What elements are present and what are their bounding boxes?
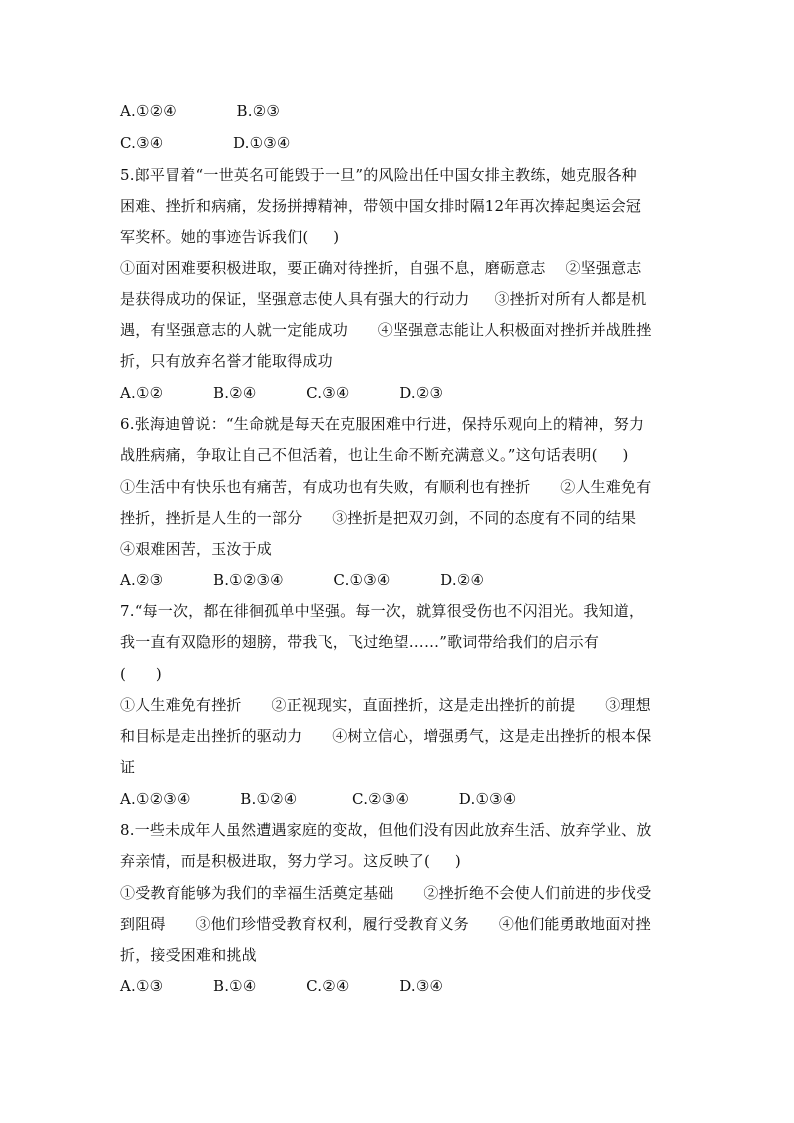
text-line: 折，只有放弃名誉才能取得成功 bbox=[120, 352, 333, 370]
text-line: A.①②④ B.②③ bbox=[120, 102, 281, 120]
text-line: ①受教育能够为我们的幸福生活奠定基础 ②挫折绝不会使人们前进的步伐受 bbox=[120, 884, 652, 902]
text-line: 困难、挫折和病痛，发扬拼搏精神，带领中国女排时隔12年再次捧起奥运会冠 bbox=[120, 197, 642, 215]
text-line: A.①③ B.①④ C.②④ D.③④ bbox=[120, 977, 444, 995]
text-line: 军奖杯。她的事迹告诉我们( ) bbox=[120, 228, 340, 246]
text-line: 折，接受困难和挑战 bbox=[120, 946, 257, 964]
text-line: ④艰难困苦，玉汝于成 bbox=[120, 540, 273, 558]
text-line: 我一直有双隐形的翅膀，带我飞，飞过绝望……”歌词带给我们的启示有 bbox=[120, 633, 600, 651]
text-line: ①人生难免有挫折 ②正视现实，直面挫折，这是走出挫折的前提 ③理想 bbox=[120, 696, 651, 714]
text-line: 战胜病痛，争取让自己不但活着，也让生命不断充满意义。”这句话表明( ) bbox=[120, 446, 629, 464]
text-line: 是获得成功的保证，坚强意志使人具有强大的行动力 ③挫折对所有人都是机 bbox=[120, 290, 647, 308]
text-line: ①生活中有快乐也有痛苦，有成功也有失败，有顺利也有挫折 ②人生难免有 bbox=[120, 478, 652, 496]
text-line: A.②③ B.①②③④ C.①③④ D.②④ bbox=[120, 571, 485, 589]
text-line: 5.郎平冒着“一世英名可能毁于一旦”的风险出任中国女排主教练，她克服各种 bbox=[120, 166, 637, 184]
text-line: ①面对困难要积极进取，要正确对待挫折，自强不息，磨砺意志 ②坚强意志 bbox=[120, 259, 642, 277]
text-line: A.①② B.②④ C.③④ D.②③ bbox=[120, 384, 444, 402]
text-line: 8.一些未成年人虽然遭遇家庭的变故，但他们没有因此放弃生活、放弃学业、放 bbox=[120, 821, 652, 839]
text-line: 到阻碍 ③他们珍惜受教育权利，履行受教育义务 ④他们能勇敢地面对挫 bbox=[120, 915, 651, 933]
text-line: C.③④ D.①③④ bbox=[120, 134, 291, 152]
text-line: A.①②③④ B.①②④ C.②③④ D.①③④ bbox=[120, 790, 517, 808]
text-line: 6.张海迪曾说：“生命就是每天在克服困难中行进，保持乐观向上的精神，努力 bbox=[120, 415, 645, 433]
text-line: 挫折，挫折是人生的一部分 ③挫折是把双刃剑，不同的态度有不同的结果 bbox=[120, 509, 637, 527]
text-line: 7.“每一次，都在徘徊孤单中坚强。每一次，就算很受伤也不闪泪光。我知道， bbox=[120, 602, 645, 620]
text-line: 和目标是走出挫折的驱动力 ④树立信心，增强勇气，这是走出挫折的根本保 bbox=[120, 727, 652, 745]
text-line: ( ) bbox=[120, 665, 162, 683]
text-line: 证 bbox=[120, 758, 136, 776]
text-line: 遇，有坚强意志的人就一定能成功 ④坚强意志能让人积极面对挫折并战胜挫 bbox=[120, 321, 652, 339]
text-line: 弃亲情，而是积极进取，努力学习。这反映了( ) bbox=[120, 852, 461, 870]
